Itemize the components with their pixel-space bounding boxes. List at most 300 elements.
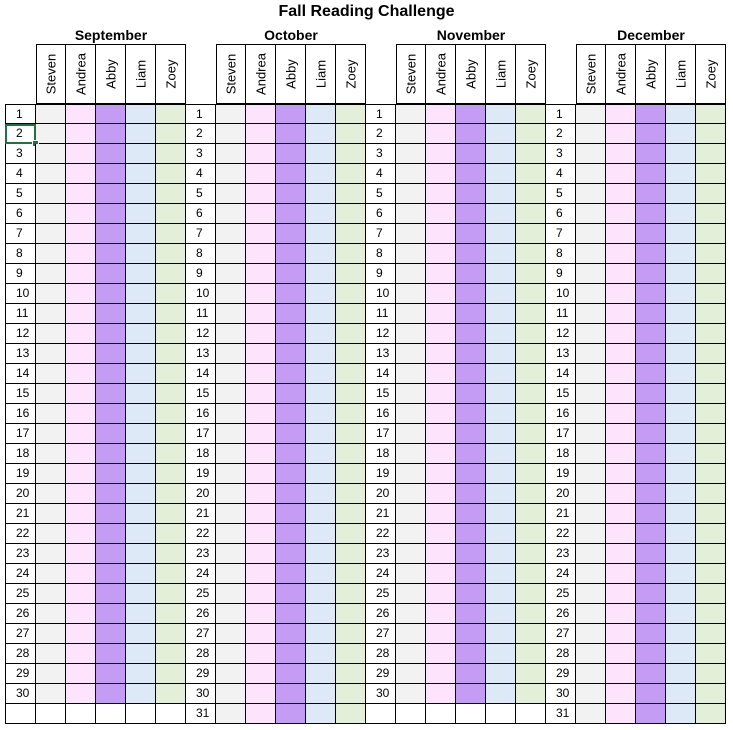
day-number-cell[interactable]: 6 [545, 204, 576, 224]
reading-cell-andrea[interactable] [66, 504, 96, 524]
reading-cell-steven[interactable] [216, 384, 246, 404]
reading-cell-abby[interactable] [456, 404, 486, 424]
reading-cell-abby[interactable] [456, 424, 486, 444]
day-number-cell[interactable]: 22 [545, 524, 576, 544]
reading-cell-abby[interactable] [456, 204, 486, 224]
day-number-cell[interactable]: 12 [5, 324, 36, 344]
reading-cell-steven[interactable] [36, 684, 66, 704]
reading-cell-abby[interactable] [636, 584, 666, 604]
day-number-cell[interactable]: 10 [365, 284, 396, 304]
reading-cell-steven[interactable] [576, 604, 606, 624]
reading-cell-abby[interactable] [96, 384, 126, 404]
day-number-cell[interactable]: 30 [5, 684, 36, 704]
reading-cell-steven[interactable] [216, 124, 246, 144]
reading-cell-zoey[interactable] [696, 584, 726, 604]
reading-cell-zoey[interactable] [516, 464, 546, 484]
day-number-cell[interactable]: 10 [185, 284, 216, 304]
day-number-cell[interactable]: 23 [5, 544, 36, 564]
day-number-cell[interactable]: 24 [5, 564, 36, 584]
reading-cell-andrea[interactable] [606, 304, 636, 324]
reading-cell-andrea[interactable] [66, 104, 96, 124]
reading-cell-liam[interactable] [126, 404, 156, 424]
day-number-cell[interactable]: 12 [545, 324, 576, 344]
reading-cell-abby[interactable] [456, 604, 486, 624]
reading-cell-andrea[interactable] [246, 144, 276, 164]
reading-cell-abby[interactable] [276, 544, 306, 564]
reading-cell-liam[interactable] [486, 164, 516, 184]
day-number-cell[interactable]: 14 [185, 364, 216, 384]
reading-cell-liam[interactable] [666, 684, 696, 704]
reading-cell-liam[interactable] [126, 384, 156, 404]
reading-cell-steven[interactable] [36, 484, 66, 504]
reading-cell-steven[interactable] [36, 284, 66, 304]
reading-cell-liam[interactable] [666, 564, 696, 584]
reading-cell-abby[interactable] [96, 604, 126, 624]
day-number-cell[interactable]: 31 [545, 704, 576, 724]
day-number-cell[interactable]: 30 [185, 684, 216, 704]
reading-cell-andrea[interactable] [606, 324, 636, 344]
reading-cell-steven[interactable] [576, 104, 606, 124]
reading-cell-steven[interactable] [36, 664, 66, 684]
reading-cell-steven[interactable] [576, 284, 606, 304]
reading-cell-abby[interactable] [636, 564, 666, 584]
reading-cell-abby[interactable] [456, 544, 486, 564]
reading-cell-abby[interactable] [96, 404, 126, 424]
reading-cell-liam[interactable] [666, 304, 696, 324]
reading-cell-andrea[interactable] [246, 244, 276, 264]
reading-cell-steven[interactable] [36, 104, 66, 124]
reading-cell-steven[interactable] [36, 304, 66, 324]
day-number-cell[interactable]: 19 [545, 464, 576, 484]
reading-cell-zoey[interactable] [696, 684, 726, 704]
reading-cell-abby[interactable] [276, 304, 306, 324]
reading-cell-abby[interactable] [96, 124, 126, 144]
day-number-cell[interactable]: 17 [5, 424, 36, 444]
reading-cell-zoey[interactable] [696, 604, 726, 624]
day-number-cell[interactable]: 16 [545, 404, 576, 424]
reading-cell-zoey[interactable] [516, 624, 546, 644]
reading-cell-andrea[interactable] [66, 564, 96, 584]
day-number-cell[interactable]: 27 [365, 624, 396, 644]
reading-cell-zoey[interactable] [516, 344, 546, 364]
reading-cell-liam[interactable] [306, 584, 336, 604]
reading-cell-liam[interactable] [306, 624, 336, 644]
day-number-cell[interactable]: 13 [185, 344, 216, 364]
reading-cell-steven[interactable] [216, 104, 246, 124]
reading-cell-andrea[interactable] [606, 144, 636, 164]
reading-cell-zoey[interactable] [696, 124, 726, 144]
reading-cell-andrea[interactable] [66, 524, 96, 544]
reading-cell-zoey[interactable] [156, 664, 186, 684]
reading-cell-andrea[interactable] [66, 204, 96, 224]
reading-cell-liam[interactable] [306, 404, 336, 424]
reading-cell-andrea[interactable] [246, 484, 276, 504]
reading-cell-abby[interactable] [96, 224, 126, 244]
reading-cell-zoey[interactable] [696, 164, 726, 184]
reading-cell-andrea[interactable] [606, 104, 636, 124]
reading-cell-liam[interactable] [486, 404, 516, 424]
day-number-cell[interactable]: 14 [365, 364, 396, 384]
day-number-cell[interactable]: 26 [185, 604, 216, 624]
day-number-cell[interactable]: 28 [5, 644, 36, 664]
reading-cell-zoey[interactable] [336, 504, 366, 524]
reading-cell-liam[interactable] [126, 684, 156, 704]
reading-cell-steven[interactable] [216, 484, 246, 504]
reading-cell-andrea[interactable] [426, 224, 456, 244]
reading-cell-andrea[interactable] [246, 304, 276, 324]
reading-cell-abby[interactable] [276, 444, 306, 464]
day-number-cell[interactable]: 3 [185, 144, 216, 164]
reading-cell-abby[interactable] [636, 484, 666, 504]
reading-cell-abby[interactable] [456, 524, 486, 544]
reading-cell-liam[interactable] [486, 104, 516, 124]
reading-cell-abby[interactable] [636, 604, 666, 624]
reading-cell-andrea[interactable] [426, 204, 456, 224]
day-number-cell[interactable]: 21 [5, 504, 36, 524]
reading-cell-steven[interactable] [396, 304, 426, 324]
reading-cell-steven[interactable] [396, 244, 426, 264]
reading-cell-zoey[interactable] [516, 304, 546, 324]
reading-cell-abby[interactable] [636, 444, 666, 464]
reading-cell-andrea[interactable] [606, 644, 636, 664]
reading-cell-abby[interactable] [636, 404, 666, 424]
reading-cell-abby[interactable] [456, 484, 486, 504]
reading-cell-andrea[interactable] [66, 324, 96, 344]
reading-cell-steven[interactable] [36, 444, 66, 464]
reading-cell-liam[interactable] [126, 184, 156, 204]
reading-cell-andrea[interactable] [426, 524, 456, 544]
reading-cell-abby[interactable] [456, 224, 486, 244]
reading-cell-abby[interactable] [96, 444, 126, 464]
reading-cell-zoey[interactable] [156, 304, 186, 324]
reading-cell-andrea[interactable] [66, 664, 96, 684]
reading-cell-abby[interactable] [96, 364, 126, 384]
reading-cell-abby[interactable] [96, 624, 126, 644]
reading-cell-abby[interactable] [636, 364, 666, 384]
reading-cell-zoey[interactable] [696, 504, 726, 524]
reading-cell-zoey[interactable] [696, 144, 726, 164]
reading-cell-abby[interactable] [276, 604, 306, 624]
day-number-cell[interactable]: 8 [545, 244, 576, 264]
reading-cell-abby[interactable] [276, 584, 306, 604]
reading-cell-liam[interactable] [306, 564, 336, 584]
reading-cell-liam[interactable] [486, 504, 516, 524]
reading-cell-liam[interactable] [306, 144, 336, 164]
reading-cell-andrea[interactable] [66, 164, 96, 184]
reading-cell-liam[interactable] [126, 644, 156, 664]
reading-cell-zoey[interactable] [696, 464, 726, 484]
day-number-cell[interactable]: 1 [545, 104, 576, 124]
reading-cell-abby[interactable] [456, 104, 486, 124]
reading-cell-abby[interactable] [456, 704, 486, 724]
reading-cell-steven[interactable] [576, 124, 606, 144]
reading-cell-zoey[interactable] [336, 144, 366, 164]
reading-cell-andrea[interactable] [66, 424, 96, 444]
reading-cell-andrea[interactable] [606, 204, 636, 224]
day-number-cell[interactable]: 8 [185, 244, 216, 264]
reading-cell-abby[interactable] [456, 284, 486, 304]
reading-cell-abby[interactable] [636, 224, 666, 244]
reading-cell-abby[interactable] [96, 504, 126, 524]
reading-cell-steven[interactable] [396, 104, 426, 124]
reading-cell-abby[interactable] [456, 464, 486, 484]
reading-cell-andrea[interactable] [246, 104, 276, 124]
reading-cell-steven[interactable] [396, 544, 426, 564]
day-number-cell[interactable]: 15 [185, 384, 216, 404]
reading-cell-steven[interactable] [396, 524, 426, 544]
reading-cell-liam[interactable] [126, 424, 156, 444]
reading-cell-liam[interactable] [306, 284, 336, 304]
reading-cell-andrea[interactable] [246, 384, 276, 404]
day-number-cell[interactable]: 27 [545, 624, 576, 644]
reading-cell-liam[interactable] [126, 104, 156, 124]
reading-cell-andrea[interactable] [606, 164, 636, 184]
day-number-cell[interactable]: 28 [365, 644, 396, 664]
reading-cell-abby[interactable] [276, 264, 306, 284]
reading-cell-steven[interactable] [216, 664, 246, 684]
day-number-cell[interactable]: 8 [5, 244, 36, 264]
reading-cell-zoey[interactable] [156, 184, 186, 204]
reading-cell-steven[interactable] [396, 684, 426, 704]
day-number-cell[interactable]: 22 [185, 524, 216, 544]
reading-cell-zoey[interactable] [696, 524, 726, 544]
day-number-cell[interactable]: 7 [185, 224, 216, 244]
reading-cell-steven[interactable] [216, 304, 246, 324]
reading-cell-steven[interactable] [36, 324, 66, 344]
reading-cell-steven[interactable] [396, 504, 426, 524]
reading-cell-andrea[interactable] [426, 624, 456, 644]
reading-cell-liam[interactable] [486, 324, 516, 344]
reading-cell-zoey[interactable] [696, 304, 726, 324]
reading-cell-liam[interactable] [126, 244, 156, 264]
reading-cell-abby[interactable] [276, 644, 306, 664]
day-number-cell[interactable]: 26 [365, 604, 396, 624]
reading-cell-abby[interactable] [636, 524, 666, 544]
reading-cell-steven[interactable] [396, 624, 426, 644]
reading-cell-steven[interactable] [216, 364, 246, 384]
reading-cell-andrea[interactable] [66, 224, 96, 244]
reading-cell-steven[interactable] [396, 264, 426, 284]
reading-cell-liam[interactable] [486, 244, 516, 264]
reading-cell-steven[interactable] [396, 344, 426, 364]
day-number-cell[interactable]: 2 [185, 124, 216, 144]
reading-cell-abby[interactable] [96, 144, 126, 164]
reading-cell-andrea[interactable] [426, 184, 456, 204]
day-number-cell[interactable]: 5 [5, 184, 36, 204]
reading-cell-liam[interactable] [666, 264, 696, 284]
reading-cell-abby[interactable] [276, 624, 306, 644]
reading-cell-zoey[interactable] [156, 524, 186, 544]
reading-cell-zoey[interactable] [516, 364, 546, 384]
reading-cell-andrea[interactable] [246, 164, 276, 184]
reading-cell-abby[interactable] [456, 664, 486, 684]
day-number-cell[interactable]: 19 [5, 464, 36, 484]
reading-cell-zoey[interactable] [336, 604, 366, 624]
reading-cell-abby[interactable] [276, 684, 306, 704]
reading-cell-liam[interactable] [666, 464, 696, 484]
day-number-cell[interactable]: 29 [365, 664, 396, 684]
reading-cell-steven[interactable] [216, 584, 246, 604]
day-number-cell[interactable]: 21 [545, 504, 576, 524]
reading-cell-zoey[interactable] [696, 264, 726, 284]
reading-cell-liam[interactable] [126, 564, 156, 584]
reading-cell-zoey[interactable] [336, 224, 366, 244]
reading-cell-zoey[interactable] [156, 264, 186, 284]
reading-cell-zoey[interactable] [156, 584, 186, 604]
reading-cell-andrea[interactable] [426, 544, 456, 564]
reading-cell-abby[interactable] [96, 164, 126, 184]
reading-cell-abby[interactable] [276, 564, 306, 584]
reading-cell-liam[interactable] [126, 504, 156, 524]
reading-cell-liam[interactable] [666, 284, 696, 304]
reading-cell-andrea[interactable] [426, 244, 456, 264]
reading-cell-zoey[interactable] [696, 384, 726, 404]
reading-cell-abby[interactable] [276, 524, 306, 544]
reading-cell-abby[interactable] [96, 484, 126, 504]
day-number-cell[interactable]: 24 [185, 564, 216, 584]
reading-cell-abby[interactable] [636, 344, 666, 364]
reading-cell-liam[interactable] [306, 264, 336, 284]
reading-cell-liam[interactable] [306, 104, 336, 124]
reading-cell-liam[interactable] [486, 124, 516, 144]
reading-cell-abby[interactable] [456, 144, 486, 164]
reading-cell-steven[interactable] [576, 684, 606, 704]
reading-cell-andrea[interactable] [66, 184, 96, 204]
reading-cell-andrea[interactable] [66, 244, 96, 264]
reading-cell-abby[interactable] [276, 464, 306, 484]
reading-cell-liam[interactable] [306, 384, 336, 404]
reading-cell-zoey[interactable] [696, 284, 726, 304]
reading-cell-liam[interactable] [126, 464, 156, 484]
reading-cell-steven[interactable] [396, 564, 426, 584]
day-number-cell[interactable]: 25 [545, 584, 576, 604]
reading-cell-andrea[interactable] [66, 644, 96, 664]
reading-cell-zoey[interactable] [336, 484, 366, 504]
reading-cell-abby[interactable] [276, 224, 306, 244]
reading-cell-andrea[interactable] [426, 344, 456, 364]
day-number-cell[interactable]: 4 [5, 164, 36, 184]
reading-cell-steven[interactable] [36, 404, 66, 424]
reading-cell-abby[interactable] [636, 164, 666, 184]
reading-cell-andrea[interactable] [66, 304, 96, 324]
reading-cell-zoey[interactable] [516, 164, 546, 184]
reading-cell-abby[interactable] [636, 144, 666, 164]
reading-cell-abby[interactable] [276, 664, 306, 684]
reading-cell-andrea[interactable] [426, 404, 456, 424]
reading-cell-steven[interactable] [576, 204, 606, 224]
reading-cell-zoey[interactable] [336, 184, 366, 204]
reading-cell-liam[interactable] [486, 444, 516, 464]
reading-cell-andrea[interactable] [606, 704, 636, 724]
day-number-cell[interactable]: 9 [5, 264, 36, 284]
day-number-cell[interactable] [365, 704, 396, 724]
day-number-cell[interactable]: 15 [365, 384, 396, 404]
reading-cell-zoey[interactable] [516, 144, 546, 164]
reading-cell-liam[interactable] [126, 204, 156, 224]
reading-cell-steven[interactable] [576, 564, 606, 584]
reading-cell-andrea[interactable] [66, 684, 96, 704]
reading-cell-andrea[interactable] [426, 144, 456, 164]
day-number-cell[interactable]: 25 [185, 584, 216, 604]
reading-cell-liam[interactable] [486, 624, 516, 644]
reading-cell-liam[interactable] [306, 204, 336, 224]
reading-cell-steven[interactable] [36, 204, 66, 224]
reading-cell-zoey[interactable] [336, 264, 366, 284]
reading-cell-abby[interactable] [456, 364, 486, 384]
day-number-cell[interactable]: 1 [5, 104, 36, 124]
reading-cell-zoey[interactable] [336, 124, 366, 144]
reading-cell-liam[interactable] [666, 104, 696, 124]
reading-cell-abby[interactable] [96, 104, 126, 124]
reading-cell-zoey[interactable] [516, 524, 546, 544]
reading-cell-liam[interactable] [306, 504, 336, 524]
reading-cell-andrea[interactable] [426, 444, 456, 464]
reading-cell-andrea[interactable] [426, 264, 456, 284]
reading-cell-andrea[interactable] [606, 684, 636, 704]
reading-cell-abby[interactable] [96, 544, 126, 564]
reading-cell-abby[interactable] [636, 664, 666, 684]
reading-cell-steven[interactable] [36, 464, 66, 484]
day-number-cell[interactable]: 30 [545, 684, 576, 704]
reading-cell-steven[interactable] [216, 324, 246, 344]
reading-cell-steven[interactable] [396, 384, 426, 404]
reading-cell-abby[interactable] [96, 184, 126, 204]
reading-cell-steven[interactable] [216, 524, 246, 544]
reading-cell-liam[interactable] [486, 464, 516, 484]
reading-cell-steven[interactable] [36, 644, 66, 664]
day-number-cell[interactable]: 14 [5, 364, 36, 384]
reading-cell-steven[interactable] [216, 704, 246, 724]
reading-cell-zoey[interactable] [336, 404, 366, 424]
reading-cell-steven[interactable] [576, 264, 606, 284]
reading-cell-steven[interactable] [576, 164, 606, 184]
reading-cell-steven[interactable] [36, 524, 66, 544]
reading-cell-andrea[interactable] [426, 564, 456, 584]
reading-cell-abby[interactable] [636, 464, 666, 484]
reading-cell-zoey[interactable] [156, 704, 186, 724]
reading-cell-abby[interactable] [276, 364, 306, 384]
reading-cell-zoey[interactable] [156, 624, 186, 644]
reading-cell-andrea[interactable] [66, 264, 96, 284]
reading-cell-zoey[interactable] [516, 264, 546, 284]
day-number-cell[interactable]: 28 [185, 644, 216, 664]
reading-cell-steven[interactable] [576, 484, 606, 504]
reading-cell-andrea[interactable] [246, 124, 276, 144]
reading-cell-steven[interactable] [216, 544, 246, 564]
reading-cell-steven[interactable] [36, 384, 66, 404]
day-number-cell[interactable]: 11 [365, 304, 396, 324]
reading-cell-andrea[interactable] [246, 524, 276, 544]
reading-cell-liam[interactable] [126, 584, 156, 604]
reading-cell-zoey[interactable] [696, 184, 726, 204]
reading-cell-andrea[interactable] [426, 604, 456, 624]
reading-cell-abby[interactable] [276, 424, 306, 444]
reading-cell-abby[interactable] [276, 184, 306, 204]
reading-cell-zoey[interactable] [156, 284, 186, 304]
day-number-cell[interactable]: 21 [365, 504, 396, 524]
reading-cell-liam[interactable] [306, 464, 336, 484]
reading-cell-liam[interactable] [486, 364, 516, 384]
day-number-cell[interactable]: 4 [185, 164, 216, 184]
day-number-cell[interactable]: 18 [365, 444, 396, 464]
reading-cell-zoey[interactable] [156, 404, 186, 424]
reading-cell-liam[interactable] [126, 324, 156, 344]
day-number-cell[interactable]: 24 [545, 564, 576, 584]
day-number-cell[interactable]: 9 [185, 264, 216, 284]
reading-cell-zoey[interactable] [516, 244, 546, 264]
reading-cell-zoey[interactable] [336, 104, 366, 124]
reading-cell-zoey[interactable] [516, 604, 546, 624]
